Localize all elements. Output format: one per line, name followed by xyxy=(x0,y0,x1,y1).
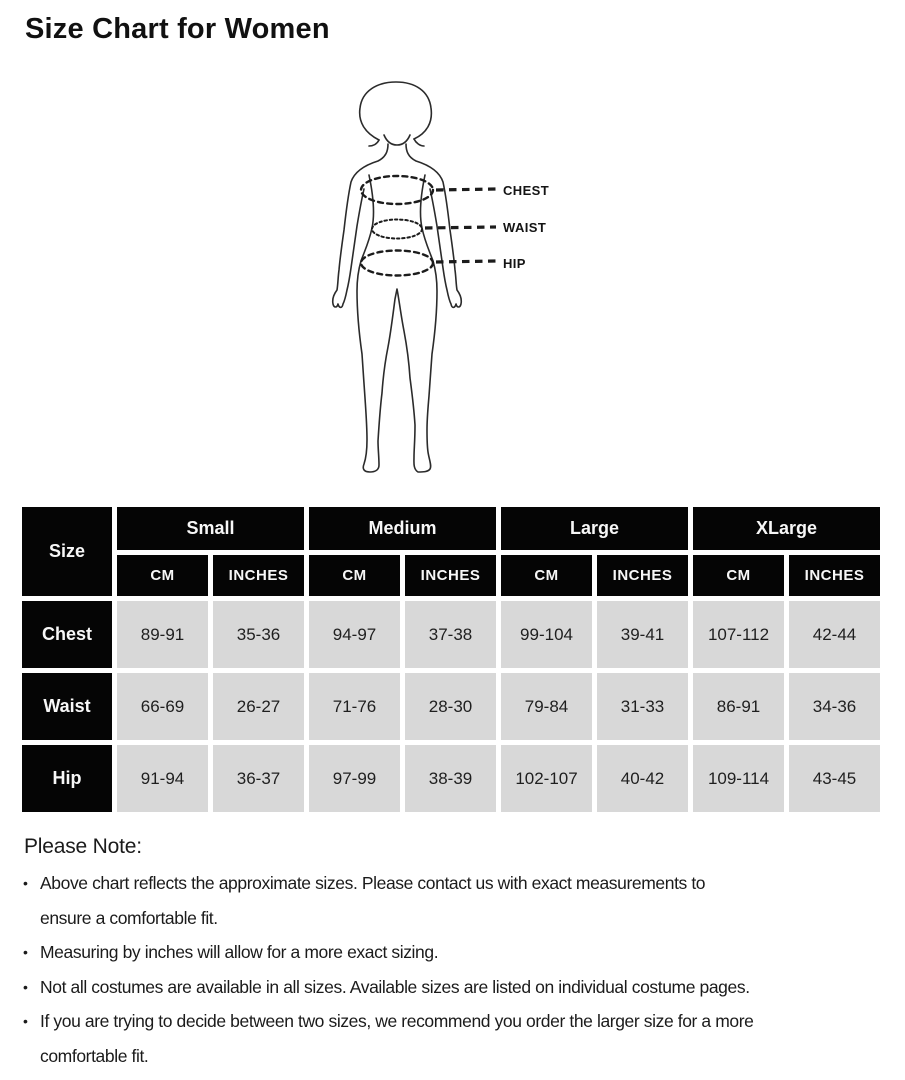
value-cell: 86-91 xyxy=(693,673,784,740)
row-header-hip: Hip xyxy=(22,745,112,812)
value-cell: 28-30 xyxy=(405,673,496,740)
figure-right-arm xyxy=(406,144,461,307)
unit-header: CM xyxy=(501,555,592,596)
value-cell: 37-38 xyxy=(405,601,496,668)
note-line: Above chart reflects the approximate sizes. Please contact us with exact measurements to xyxy=(40,873,706,893)
notes-heading: Please Note: xyxy=(24,835,142,858)
value-cell: 109-114 xyxy=(693,745,784,812)
group-header-small: Small xyxy=(117,507,304,550)
figure-left-arm xyxy=(333,144,388,307)
value-cell: 71-76 xyxy=(309,673,400,740)
unit-header: INCHES xyxy=(789,555,880,596)
value-cell: 79-84 xyxy=(501,673,592,740)
unit-header: INCHES xyxy=(597,555,688,596)
hip-ellipse xyxy=(361,251,433,276)
value-cell: 36-37 xyxy=(213,745,304,812)
table-unit-header-row xyxy=(22,555,880,596)
value-cell: 66-69 xyxy=(117,673,208,740)
note-bullet xyxy=(14,866,896,935)
group-header-large: Large xyxy=(501,507,688,550)
note-line: Measuring by inches will allow for a more exact sizing. xyxy=(40,942,439,962)
row-header-waist: Waist xyxy=(22,673,112,740)
table-group-header-row xyxy=(22,507,880,550)
value-cell: 31-33 xyxy=(597,673,688,740)
chest-label: CHEST xyxy=(503,183,550,198)
notes-section xyxy=(14,834,896,1073)
bullet-dot-icon: • xyxy=(23,978,28,995)
note-line: If you are trying to decide between two sizes, we recommend you order the larger size for a more xyxy=(40,1011,754,1031)
value-cell: 94-97 xyxy=(309,601,400,668)
woman-figure-illustration xyxy=(265,78,595,480)
value-cell: 40-42 xyxy=(597,745,688,812)
value-cell: 43-45 xyxy=(789,745,880,812)
figure-head xyxy=(360,82,432,140)
note-bullet xyxy=(14,1004,896,1073)
size-table xyxy=(17,502,885,817)
hip-label: HIP xyxy=(503,256,526,271)
table-row-chest xyxy=(22,601,880,668)
value-cell: 42-44 xyxy=(789,601,880,668)
table-row-waist xyxy=(22,673,880,740)
unit-header: CM xyxy=(693,555,784,596)
unit-header: CM xyxy=(117,555,208,596)
value-cell: 102-107 xyxy=(501,745,592,812)
value-cell: 89-91 xyxy=(117,601,208,668)
value-cell: 107-112 xyxy=(693,601,784,668)
waist-leader-line xyxy=(425,227,496,228)
unit-header: INCHES xyxy=(213,555,304,596)
value-cell: 35-36 xyxy=(213,601,304,668)
note-line: comfortable fit. xyxy=(40,1045,149,1066)
group-header-xlarge: XLarge xyxy=(693,507,880,550)
value-cell: 26-27 xyxy=(213,673,304,740)
value-cell: 39-41 xyxy=(597,601,688,668)
waist-ellipse xyxy=(372,220,422,239)
table-corner-size-label: Size xyxy=(22,507,112,596)
note-bullet xyxy=(14,935,896,970)
unit-header: CM xyxy=(309,555,400,596)
body-measurement-diagram xyxy=(265,78,595,480)
group-header-medium: Medium xyxy=(309,507,496,550)
bullet-dot-icon: • xyxy=(23,875,28,891)
bullet-dot-icon: • xyxy=(23,1013,28,1029)
hip-leader-line xyxy=(436,261,496,262)
note-line: ensure a comfortable fit. xyxy=(40,907,218,928)
value-cell: 38-39 xyxy=(405,745,496,812)
row-header-chest: Chest xyxy=(22,601,112,668)
waist-label: WAIST xyxy=(503,220,547,235)
value-cell: 99-104 xyxy=(501,601,592,668)
value-cell: 34-36 xyxy=(789,673,880,740)
bullet-dot-icon: • xyxy=(23,944,28,960)
note-bullet xyxy=(14,970,896,1005)
unit-header: INCHES xyxy=(405,555,496,596)
value-cell: 91-94 xyxy=(117,745,208,812)
page-title: Size Chart for Women xyxy=(25,13,330,45)
table-row-hip xyxy=(22,745,880,812)
value-cell: 97-99 xyxy=(309,745,400,812)
note-line: Not all costumes are available in all sizes. Available sizes are listed on individual costume pages. xyxy=(40,976,750,997)
notes-bullet-list xyxy=(14,866,896,1073)
